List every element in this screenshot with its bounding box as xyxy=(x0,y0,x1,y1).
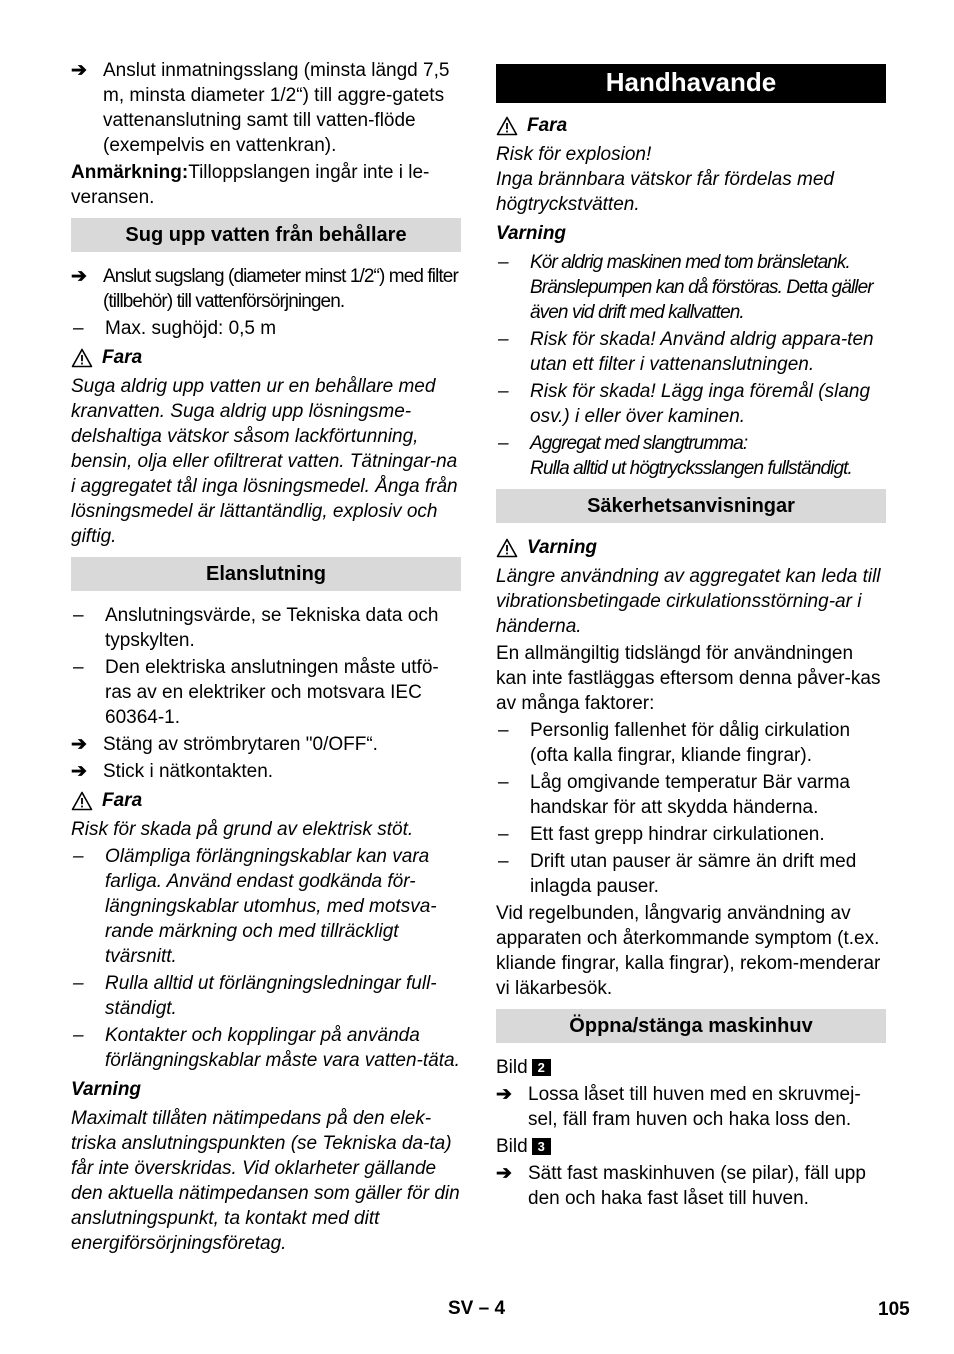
warning-triangle-icon xyxy=(71,348,93,368)
dash-icon: – xyxy=(498,252,509,273)
figure-reference xyxy=(496,1055,886,1080)
danger-text: Risk för skada på grund av elektrisk stöt. xyxy=(71,819,414,840)
warning-text: Maximalt tillåten nätimpedans på den elek-triska anslutningspunkten (se Tekniska da-ta) får inte överskridas. Vid oklarheter gällande den aktuella nätimpedansen som gäller för din anslutningspunkt, ta kontakt med ditt energiförsörjningsföretag. xyxy=(71,1108,460,1254)
list-item xyxy=(71,844,461,969)
dash-icon: – xyxy=(73,605,84,626)
warning-label: Varning xyxy=(527,537,598,558)
list-item xyxy=(496,770,886,820)
dash-icon: – xyxy=(73,973,84,994)
section-heading-electric: Elanslutning xyxy=(71,557,461,591)
arrow-icon: ➔ xyxy=(71,761,87,782)
instruction-text: Stick i nätkontakten. xyxy=(103,761,274,782)
list-item-text: Personlig fallenhet för dålig cirkulation (ofta kalla fingrar, kliande fingrar). xyxy=(530,720,851,766)
dash-icon: – xyxy=(498,720,509,741)
figure-number-badge: 2 xyxy=(532,1059,551,1076)
list-item xyxy=(71,971,461,1021)
danger-label-row xyxy=(496,113,886,138)
figure-label: Bild xyxy=(496,1136,528,1157)
list-item-text: Risk för skada! Använd aldrig appara-ten utan ett filter i vattenanslutningen. xyxy=(530,329,874,375)
instruction-step xyxy=(71,58,461,158)
warning-text: Längre användning av aggregatet kan leda till vibrationsbetingade cirkulationsstörning-ar i händerna. xyxy=(496,566,881,637)
instruction-step xyxy=(71,759,461,784)
list-item-text: Ett fast grepp hindrar cirkulationen. xyxy=(530,824,825,845)
warning-triangle-icon xyxy=(496,116,518,136)
list-item-text: Max. sughöjd: 0,5 m xyxy=(105,318,277,339)
note-paragraph xyxy=(71,160,461,210)
note-text: Tilloppslangen ingår inte i le-veransen. xyxy=(71,162,430,208)
list-item xyxy=(496,250,886,325)
list-item-text xyxy=(530,431,886,481)
list-item-text: Drift utan pauser är sämre än drift med inlagda pauser. xyxy=(530,851,857,897)
list-item xyxy=(71,316,461,341)
left-column xyxy=(71,58,461,1258)
instruction-step xyxy=(71,732,461,757)
list-item-line: Aggregat med slangtrumma: xyxy=(530,433,748,454)
section-heading-hood: Öppna/stänga maskinhuv xyxy=(496,1009,886,1043)
list-item xyxy=(496,379,886,429)
danger-label-row xyxy=(71,345,461,370)
dash-icon: – xyxy=(498,433,509,454)
list-item-text: Den elektriska anslutningen måste utfö-ras av en elektriker och motsvara IEC 60364-1. xyxy=(105,657,439,728)
warning-label-row xyxy=(496,535,886,560)
dash-icon: – xyxy=(498,772,509,793)
danger-text xyxy=(496,142,886,217)
list-item-text: Kontakter och kopplingar på använda förlängningskablar måste vara vatten-täta. xyxy=(105,1025,460,1071)
instruction-text: Lossa låset till huven med en skruvmej-sel, fäll fram huven och haka loss den. xyxy=(528,1084,861,1130)
figure-label: Bild xyxy=(496,1057,528,1078)
figure-reference xyxy=(496,1134,886,1159)
dash-icon: – xyxy=(498,851,509,872)
list-item xyxy=(71,655,461,730)
warning-triangle-icon xyxy=(496,538,518,558)
figure-number-badge: 3 xyxy=(532,1138,551,1155)
dash-icon: – xyxy=(73,318,84,339)
list-item xyxy=(71,603,461,653)
section-heading-safety: Säkerhetsanvisningar xyxy=(496,489,886,523)
warning-label: Varning xyxy=(496,223,567,244)
instruction-step xyxy=(496,1161,886,1211)
danger-label-row xyxy=(71,788,461,813)
dash-icon: – xyxy=(498,381,509,402)
list-item-text: Olämpliga förlängningskablar kan vara farliga. Använd endast godkända för-längningskablar utomhus, med motsva-rande märkning och med tillräckligt tvärsnitt. xyxy=(105,846,437,967)
dash-icon: – xyxy=(73,1025,84,1046)
arrow-icon: ➔ xyxy=(496,1163,512,1184)
list-item-text: Anslutningsvärde, se Tekniska data och typskylten. xyxy=(105,605,439,651)
list-item-line: Rulla alltid ut högtrycksslangen fullständigt. xyxy=(530,458,852,479)
instruction-text: Stäng av strömbrytaren "0/OFF“. xyxy=(103,734,378,755)
list-item-text: Låg omgivande temperatur Bär varma handskar för att skydda händerna. xyxy=(530,772,850,818)
instruction-step xyxy=(71,264,461,314)
body-paragraph: En allmängiltig tidslängd för användningen kan inte fastläggas eftersom denna påver-kas av många faktorer: xyxy=(496,643,881,714)
warning-triangle-icon xyxy=(71,791,93,811)
danger-text-line: Risk för explosion! xyxy=(496,144,652,165)
list-item xyxy=(496,822,886,847)
list-item-text: Rulla alltid ut förlängningsledningar full-ständigt. xyxy=(105,973,437,1019)
list-item xyxy=(496,327,886,377)
dash-icon: – xyxy=(498,329,509,350)
danger-label: Fara xyxy=(102,790,143,811)
footer-language-page xyxy=(448,1298,505,1320)
chapter-heading: Handhavande xyxy=(496,64,886,103)
note-label: Anmärkning: xyxy=(71,162,189,183)
footer-local-page: – 4 xyxy=(478,1298,506,1319)
danger-label: Fara xyxy=(527,115,568,136)
dash-icon: – xyxy=(73,657,84,678)
instruction-text: Anslut sugslang (diameter minst 1/2“) med filter (tillbehör) till vattenförsörjningen. xyxy=(103,266,458,312)
section-heading-suction: Sug upp vatten från behållare xyxy=(71,218,461,252)
list-item xyxy=(496,431,886,481)
instruction-text: Anslut inmatningsslang (minsta längd 7,5 m, minsta diameter 1/2“) till aggre-gatets vattenanslutning samt till vatten-flöde (exempelvis en vattenkran). xyxy=(103,60,450,156)
danger-text: Suga aldrig upp vatten ur en behållare med kranvatten. Suga aldrig upp lösningsme-delshaltiga vätskor såsom lackförtunning, bensin, olja eller ofiltrerat vatten. Tätningar-na i aggregatet tål inga lösningsmedel. Ånga från lösningsmedel är lättantändlig, explosiv och giftig. xyxy=(71,376,458,547)
list-item xyxy=(71,1023,461,1073)
arrow-icon: ➔ xyxy=(71,266,87,287)
arrow-icon: ➔ xyxy=(71,60,87,81)
dash-icon: – xyxy=(73,846,84,867)
list-item xyxy=(496,718,886,768)
footer-language: SV xyxy=(448,1298,474,1319)
arrow-icon: ➔ xyxy=(496,1084,512,1105)
body-paragraph: Vid regelbunden, långvarig användning av apparaten och återkommande symptom (t.ex. kliande fingrar, kalla fingrar), rekom-menderar vi läkarbesök. xyxy=(496,903,881,999)
danger-label: Fara xyxy=(102,347,143,368)
list-item xyxy=(496,849,886,899)
page-number: 105 xyxy=(878,1299,910,1320)
list-item-text: Risk för skada! Lägg inga föremål (slang osv.) i eller över kaminen. xyxy=(530,381,871,427)
list-item-text: Kör aldrig maskinen med tom bränsletank. Bränslepumpen kan då förstöras. Detta gäller även vid drift med kallvatten. xyxy=(530,252,873,323)
warning-label: Varning xyxy=(71,1079,142,1100)
instruction-text: Sätt fast maskinhuven (se pilar), fäll upp den och haka fast låset till huven. xyxy=(528,1163,866,1209)
danger-text-line: Inga brännbara vätskor får fördelas med högtryckstvätten. xyxy=(496,169,834,215)
instruction-step xyxy=(496,1082,886,1132)
dash-icon: – xyxy=(498,824,509,845)
right-column xyxy=(496,58,886,1213)
arrow-icon: ➔ xyxy=(71,734,87,755)
